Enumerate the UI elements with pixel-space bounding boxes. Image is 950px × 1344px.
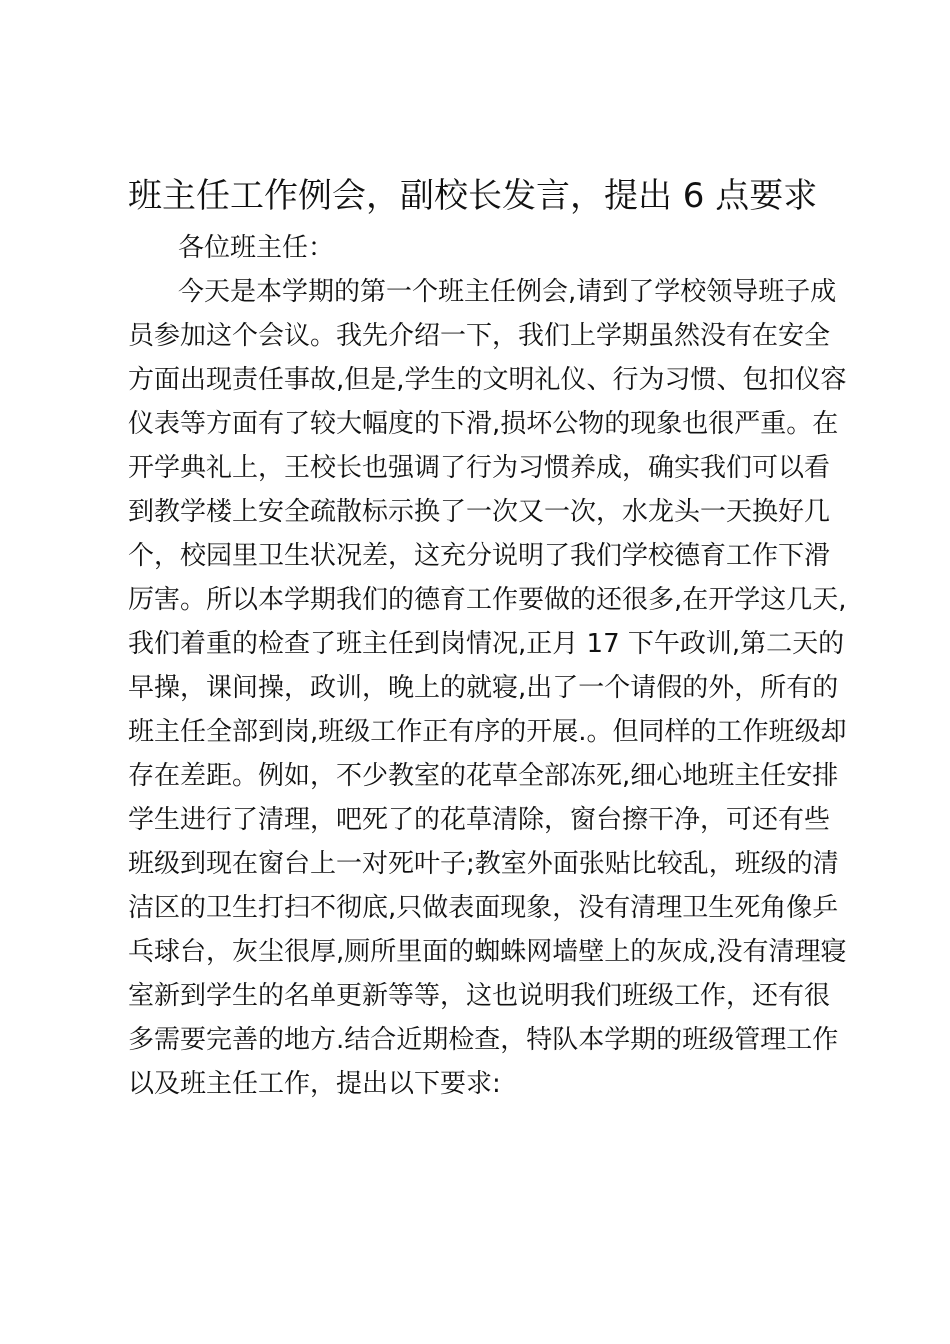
paragraph-line: 班主任全部到岗,班级工作正有序的开展.。但同样的工作班级却 — [128, 717, 847, 747]
paragraph-line: 今天是本学期的第一个班主任例会,请到了学校领导班子成 — [178, 277, 837, 307]
paragraph-line: 个，校园里卫生状况差，这充分说明了我们学校德育工作下滑 — [128, 541, 831, 571]
paragraph-line: 洁区的卫生打扫不彻底,只做表面现象，没有清理卫生死角像乒 — [128, 893, 839, 923]
paragraph-line: 我们着重的检查了班主任到岗情况,正月 17 下午政训,第二天的 — [128, 629, 845, 659]
paragraph-line: 早操，课间操，政训，晚上的就寝,出了一个请假的外，所有的 — [128, 673, 839, 703]
salutation: 各位班主任： — [178, 233, 335, 263]
paragraph-line: 仪表等方面有了较大幅度的下滑,损坏公物的现象也很严重。在 — [128, 409, 839, 439]
paragraph-line: 班级到现在窗台上一对死叶子;教室外面张贴比较乱，班级的清 — [128, 849, 839, 879]
paragraph-line: 到教学楼上安全疏散标示换了一次又一次，水龙头一天换好几 — [128, 497, 831, 527]
paragraph-line: 员参加这个会议。我先介绍一下，我们上学期虽然没有在安全 — [128, 321, 831, 351]
paragraph-line: 多需要完善的地方.结合近期检查，特队本学期的班级管理工作 — [128, 1025, 839, 1055]
paragraph-line: 厉害。所以本学期我们的德育工作要做的还很多,在开学这几天, — [128, 585, 847, 615]
document-title: 班主任工作例会，副校长发言，提出 6 点要求 — [128, 176, 818, 216]
paragraph-line: 以及班主任工作，提出以下要求: — [128, 1069, 501, 1099]
paragraph-line: 开学典礼上，王校长也强调了行为习惯养成，确实我们可以看 — [128, 453, 831, 483]
paragraph-line: 方面出现责任事故,但是,学生的文明礼仪、行为习惯、包扣仪容 — [128, 365, 847, 395]
paragraph-line: 乓球台，灰尘很厚,厕所里面的蜘蛛网墙壁上的灰成,没有清理寝 — [128, 937, 847, 967]
paragraph-line: 存在差距。例如，不少教室的花草全部冻死,细心地班主任安排 — [128, 761, 839, 791]
document-body — [128, 226, 848, 1106]
paragraph-line: 学生进行了清理，吧死了的花草清除，窗台擦干净，可还有些 — [128, 805, 831, 835]
paragraph-line: 室新到学生的名单更新等等，这也说明我们班级工作，还有很 — [128, 981, 831, 1011]
